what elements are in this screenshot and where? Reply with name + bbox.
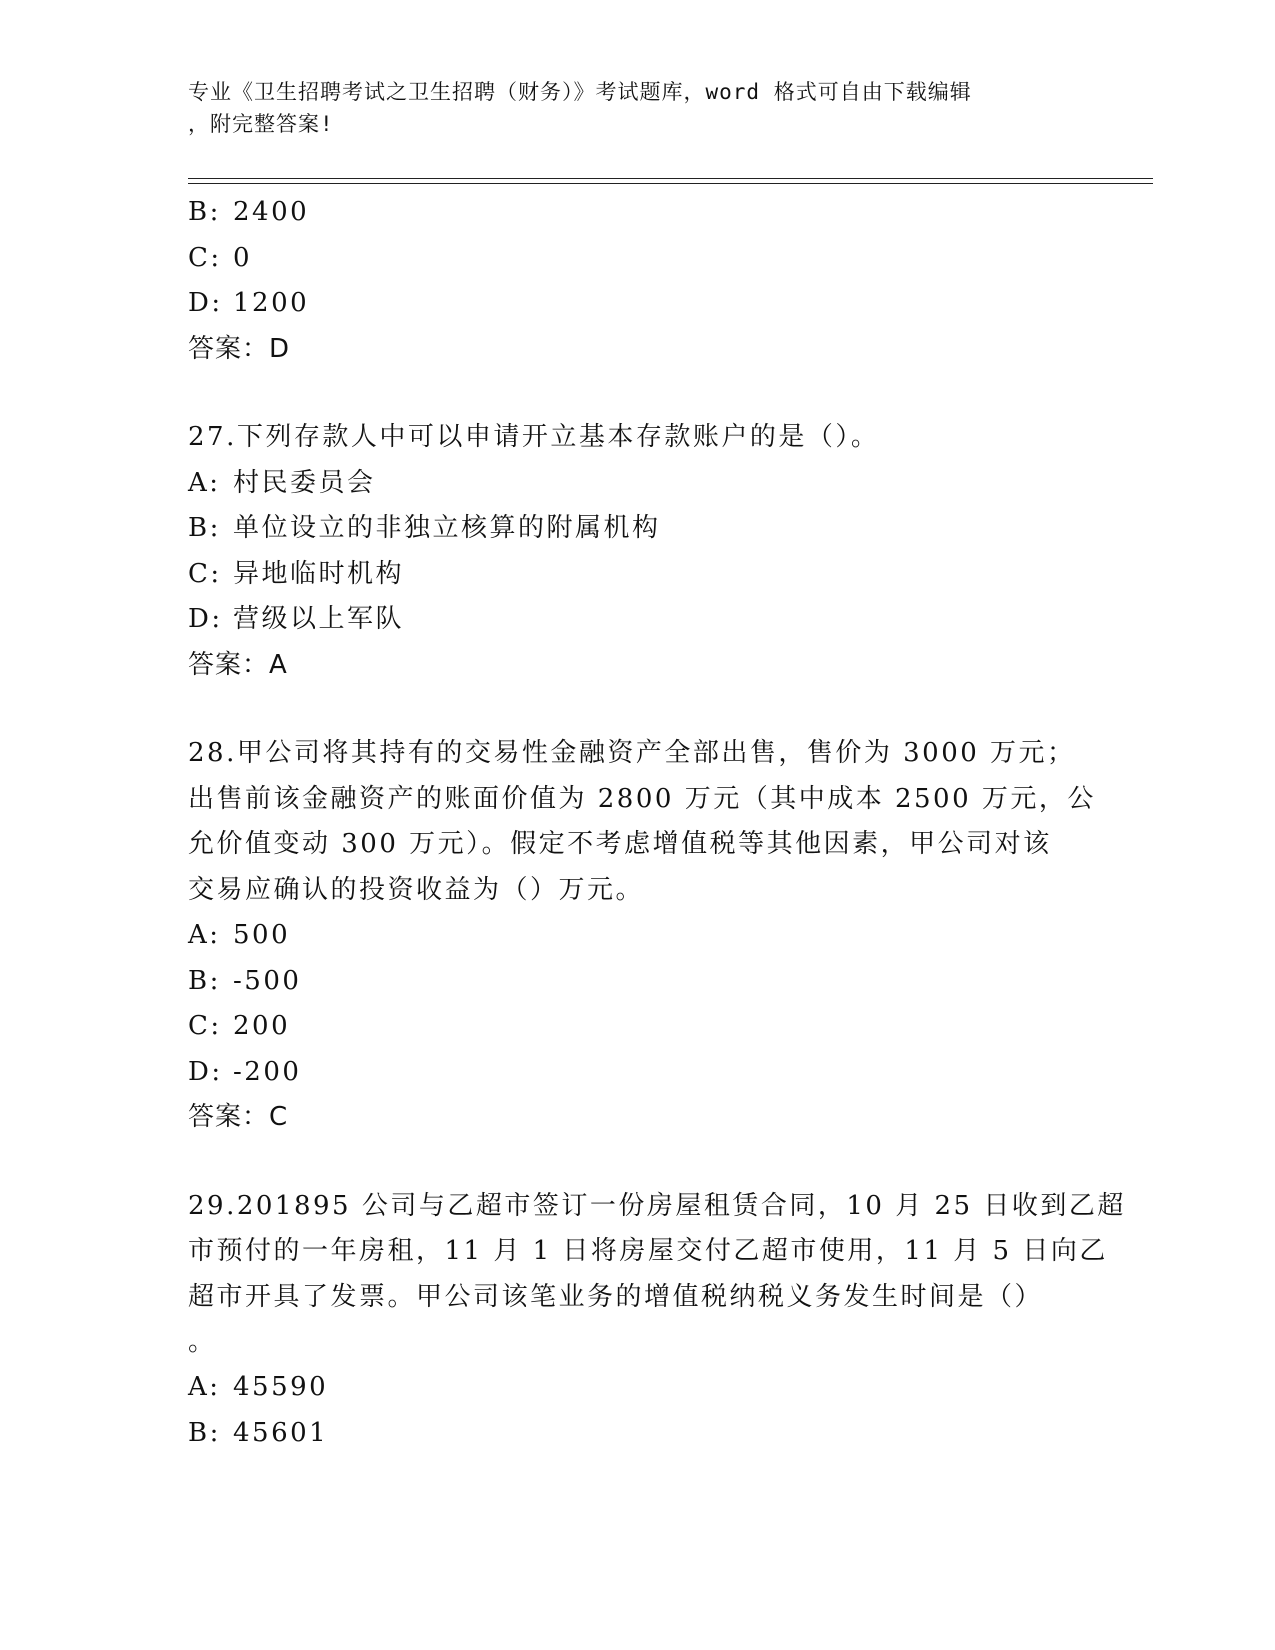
question-content xyxy=(188,190,1126,1456)
question-stem-line: 28.甲公司将其持有的交易性金融资产全部出售，售价为 3000 万元； xyxy=(188,738,1076,768)
option-text: 45590 xyxy=(233,1372,329,1402)
option-letter: B: xyxy=(188,513,221,543)
option-c xyxy=(188,552,1068,598)
option-c xyxy=(188,236,1068,282)
question-stem-line: 。 xyxy=(188,1327,217,1357)
question-stem-line: 出售前该金融资产的账面价值为 2800 万元（其中成本 2500 万元，公 xyxy=(188,783,1096,814)
question-stem: 27.下列存款人中可以申请开立基本存款账户的是（）。 xyxy=(188,422,880,452)
answer-line: 答案：A xyxy=(188,649,288,680)
header-line-2: ，附完整答案! xyxy=(188,112,334,136)
option-d xyxy=(188,597,1068,643)
question-stem-line: 市预付的一年房租，11 月 1 日将房屋交付乙超市使用，11 月 5 日向乙 xyxy=(188,1236,1108,1266)
option-c xyxy=(188,1004,1068,1050)
option-text: 1200 xyxy=(233,288,310,318)
spacer xyxy=(188,1141,1068,1184)
header-line-1: 专业《卫生招聘考试之卫生招聘（财务）》考试题库，word 格式可自由下载编辑 xyxy=(188,80,972,104)
option-text: 异地临时机构 xyxy=(233,558,405,589)
header-divider-top xyxy=(188,178,1153,179)
option-text: 500 xyxy=(233,920,291,950)
question-stem-line: 允价值变动 300 万元）。假定不考虑增值税等其他因素，甲公司对该 xyxy=(188,829,1052,859)
option-b xyxy=(188,506,1068,552)
option-text: 村民委员会 xyxy=(233,467,376,498)
option-d xyxy=(188,1050,1068,1096)
option-text: 营级以上军队 xyxy=(233,604,405,634)
option-a xyxy=(188,1365,1068,1411)
question-stem-line: 超市开具了发票。甲公司该笔业务的增值税纳税义务发生时间是（） xyxy=(188,1281,1044,1312)
option-letter: A: xyxy=(188,920,221,950)
spacer xyxy=(188,688,1068,731)
option-text: -200 xyxy=(233,1056,302,1087)
spacer xyxy=(188,372,1068,415)
header-divider-bottom xyxy=(188,183,1153,184)
question-stem-line: 29.201895 公司与乙超市签订一份房屋租赁合同，10 月 25 日收到乙超 xyxy=(188,1190,1126,1221)
answer-line: 答案：C xyxy=(188,1102,289,1132)
option-letter: C: xyxy=(188,558,222,589)
option-text: 45601 xyxy=(233,1417,329,1448)
answer-line: 答案：D xyxy=(188,333,291,364)
question-26-tail xyxy=(188,190,1068,372)
option-a xyxy=(188,461,1068,507)
option-letter: B: xyxy=(188,965,221,996)
page-header xyxy=(188,76,1088,140)
option-a xyxy=(188,913,1068,959)
option-letter: D: xyxy=(188,288,223,318)
question-28 xyxy=(188,731,1096,1141)
option-text: -500 xyxy=(233,965,302,996)
option-b xyxy=(188,190,1068,236)
option-b xyxy=(188,1411,1068,1457)
option-letter: C: xyxy=(188,1011,222,1041)
option-text: 0 xyxy=(233,242,253,273)
option-d xyxy=(188,281,1068,327)
question-29 xyxy=(188,1184,1126,1457)
option-letter: B: xyxy=(188,197,221,227)
question-stem-line: 交易应确认的投资收益为（）万元。 xyxy=(188,874,645,905)
question-27 xyxy=(188,415,1068,688)
option-text: 单位设立的非独立核算的附属机构 xyxy=(233,513,661,543)
option-b xyxy=(188,959,1068,1005)
option-letter: C: xyxy=(188,242,222,273)
option-letter: A: xyxy=(188,1372,221,1402)
option-text: 200 xyxy=(233,1011,291,1041)
option-letter: B: xyxy=(188,1417,221,1448)
option-text: 2400 xyxy=(233,197,310,227)
option-letter: D: xyxy=(188,604,223,634)
option-letter: A: xyxy=(188,467,221,498)
option-letter: D: xyxy=(188,1056,223,1087)
